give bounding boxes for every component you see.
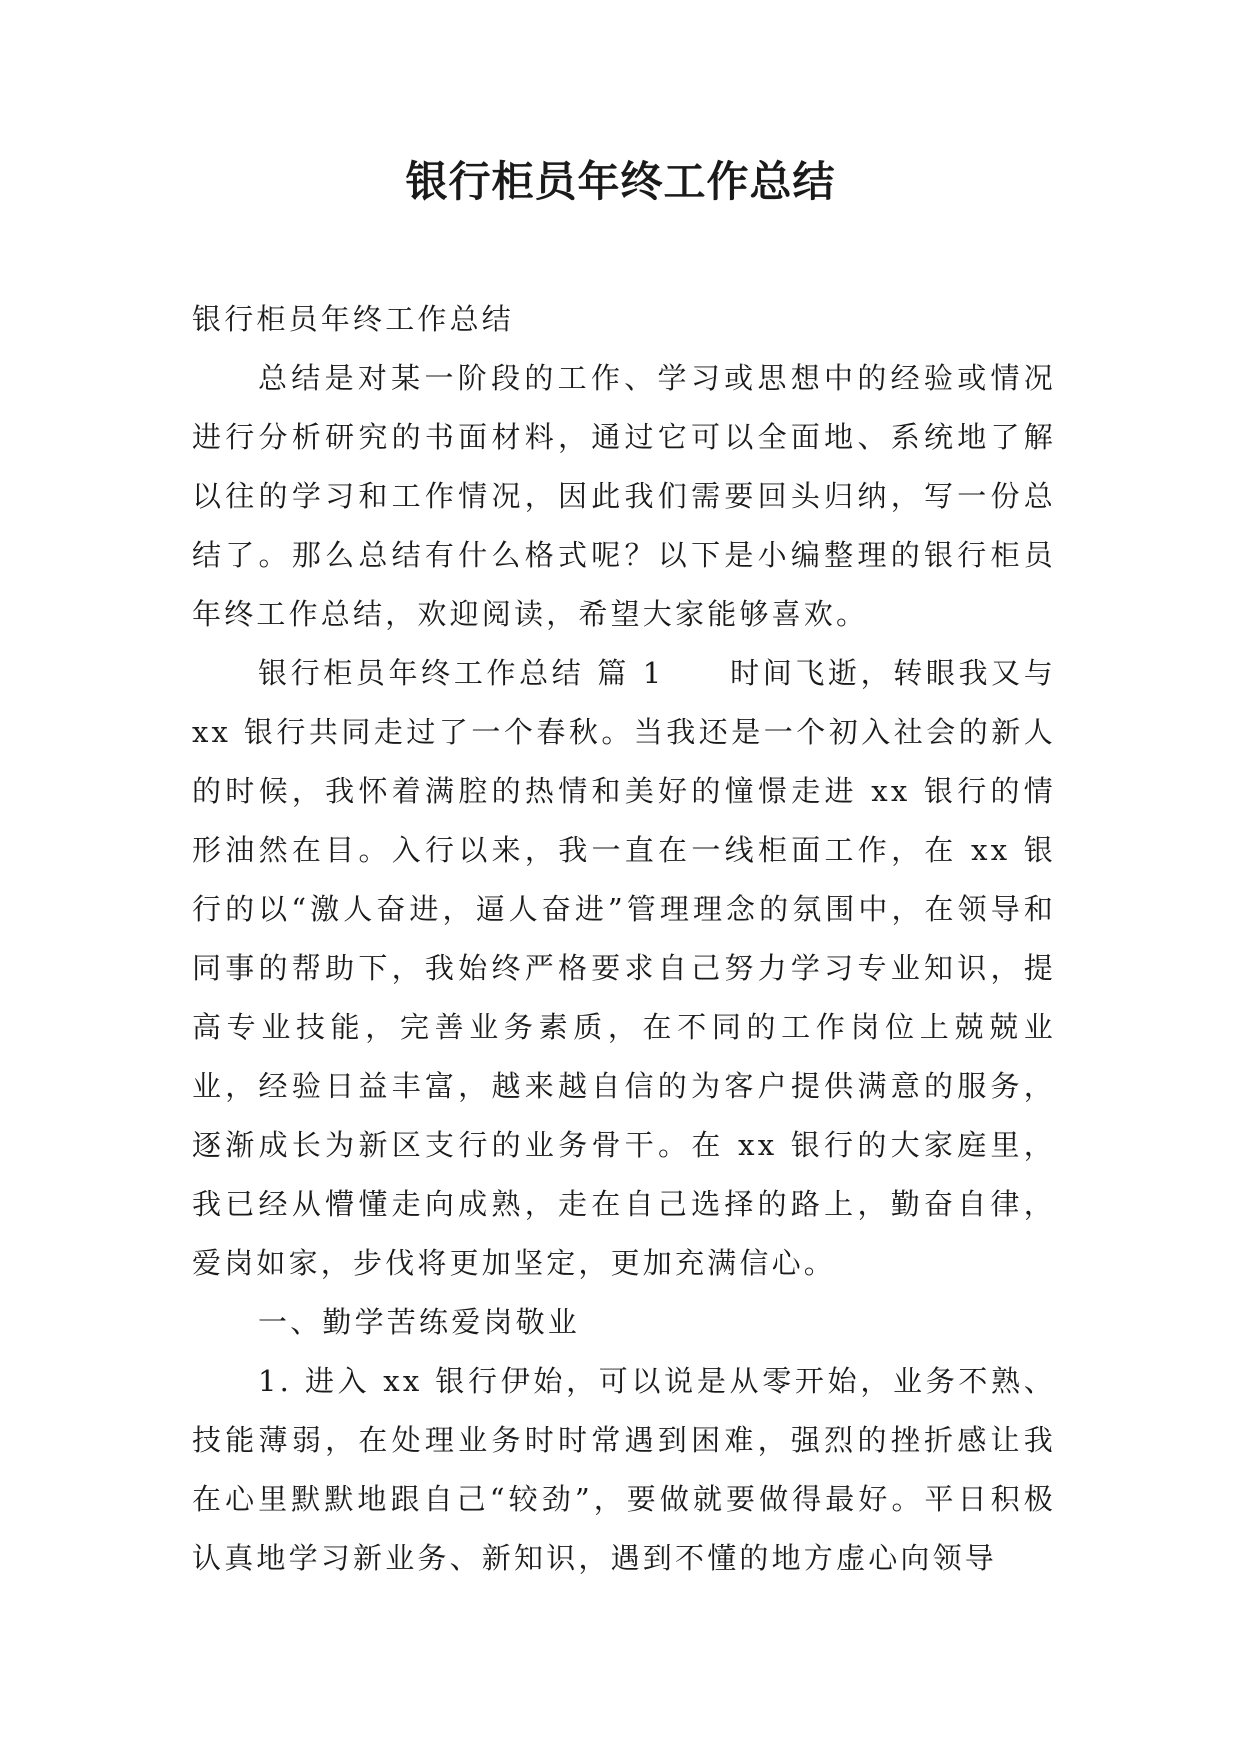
paragraph-section-1: 银行柜员年终工作总结 篇 1 时间飞逝，转眼我又与 xx 银行共同走过了一个春秋。当我还是一个初入社会的新人的时候，我怀着满腔的热情和美好的憧憬走进 xx 银行的情形油然在目。入行以来，我一直在一线柜面工作，在 xx 银行的以“激人奋进，逼人奋进”管理理念的氛围中，在领导和同事的帮助下，我始终严格要求自己努力学习专业知识，提高专业技能，完善业务素质，在不同的工作岗位上兢兢业业，经验日益丰富，越来越自信的为客户提供满意的服务，逐渐成长为新区支行的业务骨干。在 xx 银行的大家庭里，我已经从懵懂走向成熟，走在自己选择的路上，勤奋自律，爱岗如家，步伐将更加坚定，更加充满信心。 <box>192 656 1056 1280</box>
section-heading: 一、勤学苦练爱岗敬业 <box>258 1305 581 1339</box>
document-subtitle: 银行柜员年终工作总结 <box>192 302 515 336</box>
paragraph-item-1: 1. 进入 xx 银行伊始，可以说是从零开始，业务不熟、技能薄弱，在处理业务时时常遇到困难，强烈的挫折感让我在心里默默地跟自己“较劲”，要做就要做得最好。平日积极认真地学习新业务、新知识，遇到不懂的地方虚心向领导 <box>192 1364 1056 1575</box>
document-body <box>192 290 1056 1588</box>
paragraph-intro: 总结是对某一阶段的工作、学习或思想中的经验或情况进行分析研究的书面材料，通过它可以全面地、系统地了解以往的学习和工作情况，因此我们需要回头归纳，写一份总结了。那么总结有什么格式呢？以下是小编整理的银行柜员年终工作总结，欢迎阅读，希望大家能够喜欢。 <box>192 361 1056 631</box>
document-title: 银行柜员年终工作总结 <box>405 157 836 206</box>
